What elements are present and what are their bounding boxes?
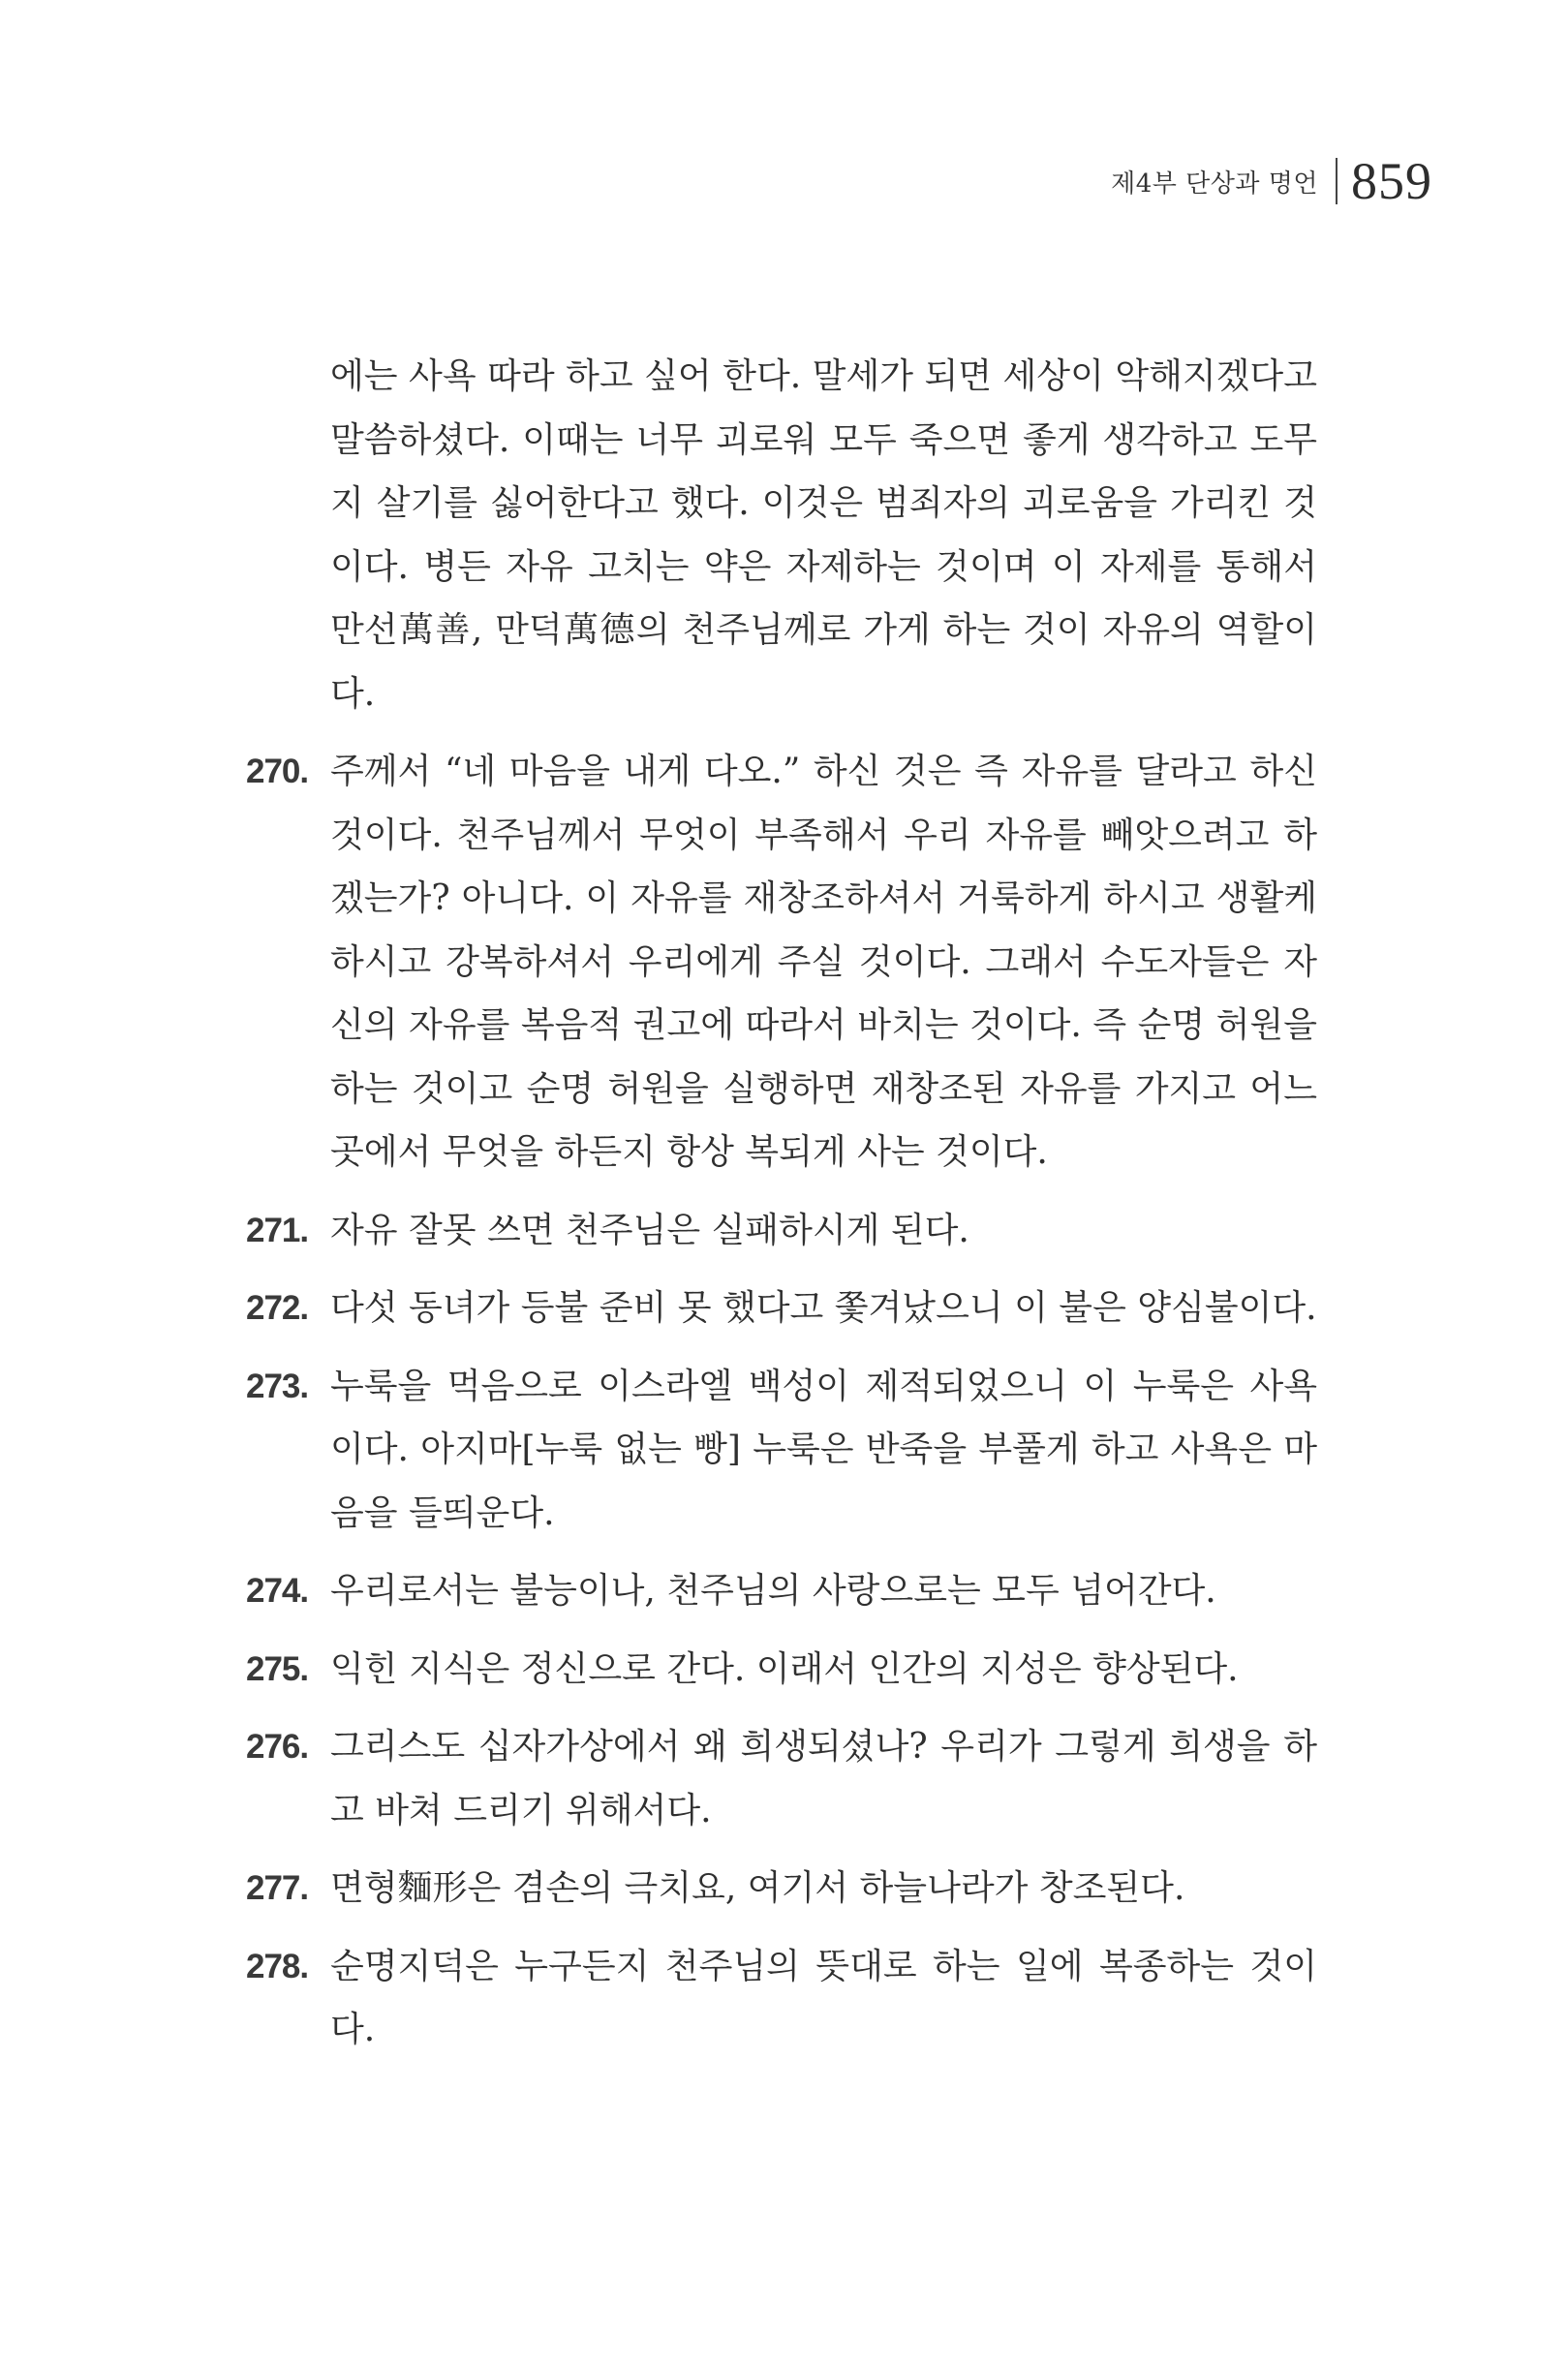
continuation-paragraph: 에는 사욕 따라 하고 싶어 한다. 말세가 되면 세상이 악해지겠다고 말씀하셨다. 이때는 너무 괴로워 모두 죽으면 좋게 생각하고 도무지 살기를 싫어한다고 했다. 이것은 범죄자의 괴로움을 가리킨 것이다. 병든 자유 고치는 약은 자제하는 것이며 이 자제를 통해서 만선萬善, 만덕萬德의 천주님께로 가게 하는 것이 자유의 역할이다. [330,356,1317,714]
numbered-entry [246,1276,1317,1340]
entry-text: 그리스도 십자가상에서 왜 희생되셨나? 우리가 그렇게 희생을 하고 바쳐 드리기 위해서다. [330,1727,1317,1830]
page-number: 859 [1351,152,1432,210]
numbered-entry [246,1559,1317,1623]
section-title: 제4부 단상과 명언 [1111,169,1318,199]
numbered-entry [246,740,1317,1184]
header-divider [1336,158,1337,204]
entry-number: 272. [246,1289,309,1327]
numbered-entry [246,1199,1317,1263]
body-text [246,345,1317,2062]
entry-number: 276. [246,1728,309,1766]
entry-number: 277. [246,1869,309,1907]
numbered-entry [246,1857,1317,1921]
entry-text: 누룩을 먹음으로 이스라엘 백성이 제적되었으니 이 누룩은 사욕이다. 아지마[누룩 없는 빵] 누룩은 반죽을 부풀게 하고 사욕은 마음을 들띄운다. [330,1366,1317,1533]
entry-number: 278. [246,1947,309,1985]
entry-text: 다섯 동녀가 등불 준비 못 했다고 쫓겨났으니 이 불은 양심불이다. [330,1288,1317,1328]
entry-number: 271. [246,1211,309,1249]
entry-number: 274. [246,1572,309,1610]
entry-text: 주께서 “네 마음을 내게 다오.” 하신 것은 즉 자유를 달라고 하신 것이다. 천주님께서 무엇이 부족해서 우리 자유를 빼앗으려고 하겠는가? 아니다. 이 자유를 재창조하셔서 거룩하게 하시고 생활케 하시고 강복하셔서 우리에게 주실 것이다. 그래서 수도자들은 자신의 자유를 복음적 권고에 따라서 바치는 것이다. 즉 순명 허원을 하는 것이고 순명 허원을 실행하면 재창조된 자유를 가지고 어느 곳에서 무엇을 하든지 항상 복되게 사는 것이다. [330,752,1317,1172]
entry-number: 275. [246,1649,309,1688]
entry-text: 자유 잘못 쓰면 천주님은 실패하시게 된다. [330,1210,969,1250]
entry-text: 익힌 지식은 정신으로 간다. 이래서 인간의 지성은 향상된다. [330,1648,1239,1689]
entry-text: 우리로서는 불능이나, 천주님의 사랑으로는 모두 넘어간다. [330,1571,1216,1611]
numbered-entry [246,1935,1317,2062]
numbered-entry [246,1715,1317,1842]
running-header [1111,145,1432,217]
entry-text: 면형麵形은 겸손의 극치요, 여기서 하늘나라가 창조된다. [330,1868,1185,1908]
numbered-entry [246,1355,1317,1546]
entry-number: 270. [246,753,309,790]
entry-text: 순명지덕은 누구든지 천주님의 뜻대로 하는 일에 복종하는 것이다. [330,1946,1317,2049]
numbered-entry [246,1638,1317,1702]
entry-number: 273. [246,1367,309,1405]
